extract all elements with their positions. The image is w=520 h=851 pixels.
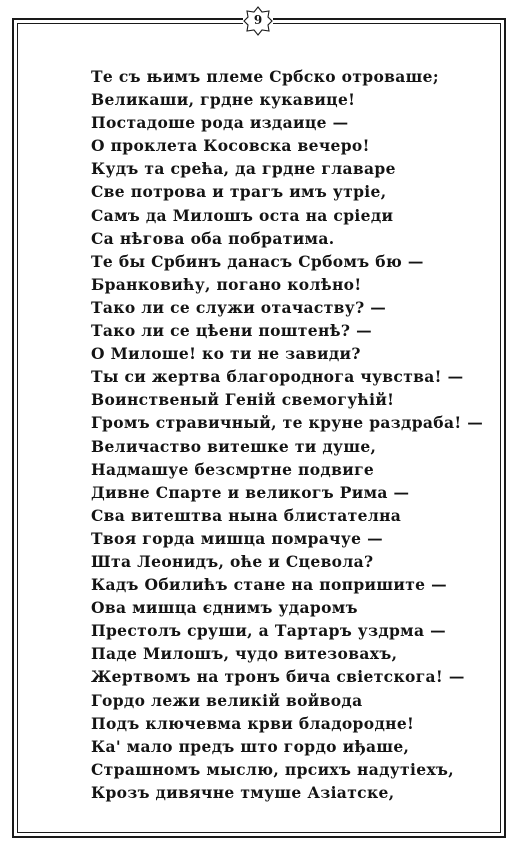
verse-line: Самъ да Милошъ оста на сріеди xyxy=(91,205,394,225)
verse-line: О Милоше! ко ти не завиди? xyxy=(91,344,361,364)
verse-line: Сва витештва нына блистателна xyxy=(91,505,402,525)
verse-line: Кудъ та срећа, да грдне главаре xyxy=(91,159,396,179)
verse-line: Дивне Спарте и великогъ Рима — xyxy=(91,482,410,502)
verse-line: Тако ли се служи отачаству? — xyxy=(91,297,387,317)
verse-line: О проклета Косовска вечеро! xyxy=(91,136,370,156)
verse-line: Те бы Србинъ данасъ Србомъ бю — xyxy=(91,251,424,271)
verse-line: Ова мишца єднимъ ударомъ xyxy=(91,598,358,618)
verse-line: Постадоше рода издаице — xyxy=(91,113,349,133)
verse-line: Тако ли се цѣени поштенѣ? — xyxy=(91,321,372,341)
verse-line: Све потрова и трагъ имъ утріе, xyxy=(91,182,387,202)
verse-line: Шта Леонидъ, оће и Сцевола? xyxy=(91,551,374,571)
verse-line: Крозъ дивячне тмуше Азіатске, xyxy=(91,782,395,802)
verse-line: Жертвомъ на тронъ бича свіетскога! — xyxy=(91,667,465,687)
verse-line: Гордо лежи великій войвода xyxy=(91,690,363,710)
verse-line: Кадъ Обилићъ стане на попришите — xyxy=(91,575,447,595)
verse-line: Бранковићу, погано колѣно! xyxy=(91,274,362,294)
verse-line: Престолъ сруши, а Тартаръ уздрма — xyxy=(91,621,446,641)
verse-line: Твоя горда мишца помрачуе — xyxy=(91,528,383,548)
page-number-ornament xyxy=(243,6,273,36)
verse-line: Громъ стравичный, те круне раздраба! — xyxy=(91,413,484,433)
verse-line: Страшномъ мыслю, прсихъ надутіехъ, xyxy=(91,759,455,779)
verse-line: Ка' мало предъ што гордо иђаше, xyxy=(91,736,410,756)
page-number: 9 xyxy=(253,13,263,27)
verse-line: Те съ њимъ племе Србско отроваше; xyxy=(91,67,439,86)
verse-line: Надмашуе безсмртне подвиге xyxy=(91,459,375,479)
verse-line: Величаство витешке ти душе, xyxy=(91,436,377,456)
verse-line: Са нѣгова оба побратима. xyxy=(91,228,335,248)
verse-line: Великаши, грдне кукавице! xyxy=(91,90,356,110)
poem-text xyxy=(91,65,483,804)
verse-line: Паде Милошъ, чудо витезовахъ, xyxy=(91,644,398,664)
verse-line: Воинственый Геній свемогућій! xyxy=(91,390,395,410)
verse-line: Ты си жертва благороднога чувства! — xyxy=(91,367,464,387)
verse-line: Подъ ключевма крви бладородне! xyxy=(91,713,415,733)
